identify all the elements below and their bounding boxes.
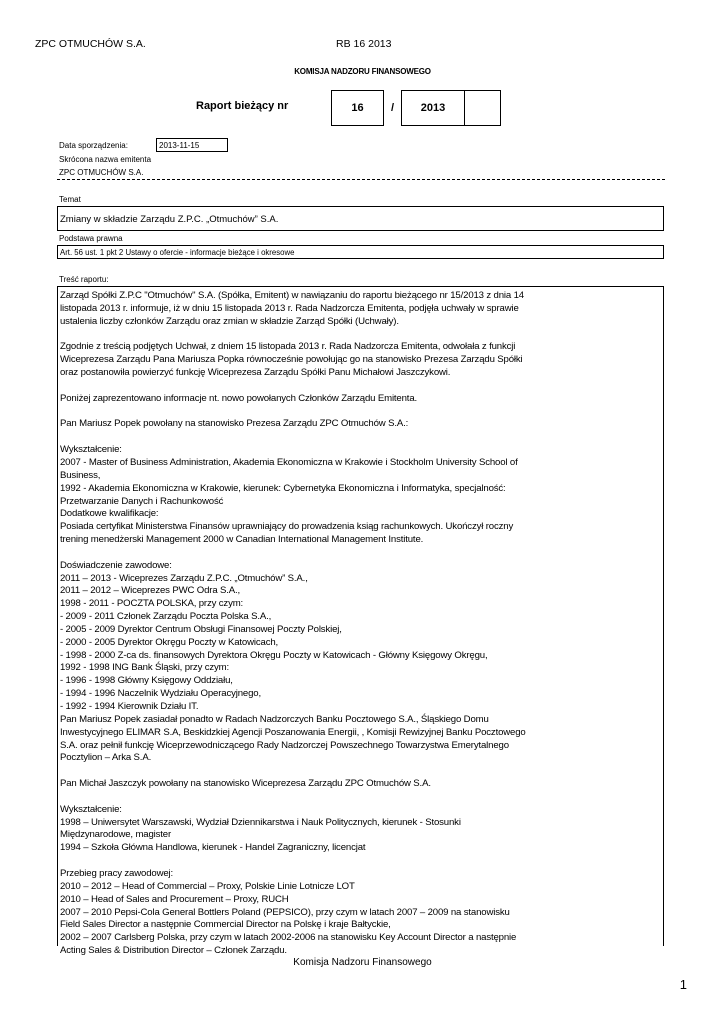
content-line: 2007 - Master of Business Administration, Akademia Ekonomiczna w Krakowie i Stockholm University School of xyxy=(60,456,518,468)
report-year-box xyxy=(401,90,465,126)
issuer-value: ZPC OTMUCHÓW S.A. xyxy=(59,168,144,177)
content-line: - 1998 - 2000 Z-ca ds. finansowych Dyrektora Okręgu Poczty w Katowicach - Główny Księgowy Okręgu, xyxy=(60,649,488,661)
content-blank-line xyxy=(60,406,663,419)
report-title: Raport bieżący nr xyxy=(196,100,289,112)
content-line: Acting Sales & Distribution Director – Członek Zarządu. xyxy=(60,945,287,957)
content-line: Inwestycyjnego ELIMAR S.A, Beskidzkiej Agencji Poszanowania Energii, , Komisji Rewizyjnej Banku Pocztowego xyxy=(60,726,526,738)
content-line: Field Sales Director a następnie Commercial Director na Polskę i kraje Bałtyckie, xyxy=(60,919,391,931)
content-line: Dodatkowe kwalifikacje: xyxy=(60,508,159,520)
content-line: 2011 – 2013 - Wiceprezes Zarządu Z.P.C. „Otmuchów” S.A., xyxy=(60,572,308,584)
page-number: 1 xyxy=(679,977,687,992)
content-line: Przetwarzanie Danych i Rachunkowość xyxy=(60,495,224,507)
date-label: Data sporządzenia: xyxy=(59,141,128,150)
legal-basis-value: Art. 56 ust. 1 pkt 2 Ustawy o ofercie - informacje bieżące i okresowe xyxy=(60,248,295,257)
content-line: 1998 - 2011 - POCZTA POLSKA, przy czym: xyxy=(60,598,244,610)
subject-value: Zmiany w składzie Zarządu Z.P.C. „Otmuchów” S.A. xyxy=(60,214,279,225)
report-separator xyxy=(384,90,401,126)
content-line: Doświadczenie zawodowe: xyxy=(60,559,172,571)
report-number-box xyxy=(331,90,384,126)
report-content xyxy=(57,286,664,957)
content-line: Wiceprezesa Zarządu Pana Mariusza Popka równocześnie powołując go na stanowisko Prezesa Zarządu Spółki xyxy=(60,354,523,366)
content-line: ustalenia liczby członków Zarządu oraz zmian w składzie Zarząd Spółki (Uchwały). xyxy=(60,315,399,327)
content-blank-line xyxy=(60,855,663,868)
content-line: Pocztylion – Arka S.A. xyxy=(60,752,152,764)
content-line: 2007 – 2010 Pepsi-Cola General Bottlers Poland (PEPSICO), przy czym w latach 2007 – 2009 na stanowisku xyxy=(60,906,510,918)
content-line: 1998 – Uniwersytet Warszawski, Wydział Dziennikarstwa i Nauk Politycznych, kierunek - Stosunki xyxy=(60,816,461,828)
issuer-label: Skrócona nazwa emitenta xyxy=(59,155,152,164)
content-line: listopada 2013 r. informuje, iż w dniu 15 listopada 2013 r. Rada Nadzorcza Emitenta, podjęła uchwały w sprawie xyxy=(60,302,519,314)
commission-title: KOMISJA NADZORU FINANSOWEGO xyxy=(294,67,431,76)
separator-line xyxy=(57,179,665,180)
content-blank-line xyxy=(60,791,663,804)
content-line: 2011 – 2012 – Wiceprezes PWC Odra S.A., xyxy=(60,585,241,597)
content-line: 1994 – Szkoła Główna Handlowa, kierunek - Handel Zagraniczny, licencjat xyxy=(60,842,366,854)
subject-label: Temat xyxy=(59,195,81,204)
content-line: Poniżej zaprezentowano informacje nt. nowo powołanych Członków Zarządu Emitenta. xyxy=(60,392,418,404)
legal-basis-label: Podstawa prawna xyxy=(59,234,123,243)
content-line: Zarząd Spółki Z.P.C "Otmuchów" S.A. (Spółka, Emitent) w nawiązaniu do raportu bieżącego nr 15/2013 z dnia 14 xyxy=(60,290,524,301)
content-line: Pan Mariusz Popek powołany na stanowisko Prezesa Zarządu ZPC Otmuchów S.A.: xyxy=(60,418,409,430)
content-line: - 2009 - 2011 Członek Zarządu Poczta Polska S.A., xyxy=(60,611,272,623)
content-line: Przebieg pracy zawodowej: xyxy=(60,867,174,879)
content-line: Business, xyxy=(60,469,101,481)
content-line: - 2005 - 2009 Dyrektor Centrum Obsługi Finansowej Poczty Polskiej, xyxy=(60,623,342,635)
content-line: - 1992 - 1994 Kierownik Działu IT. xyxy=(60,701,199,712)
content-line: trening menedżerski Management 2000 w Canadian International Management Institute. xyxy=(60,534,424,546)
content-label: Treść raportu: xyxy=(59,275,109,284)
content-line: Wykształcenie: xyxy=(60,803,122,815)
report-separator-text: / xyxy=(390,102,395,114)
content-line: Posiada certyfikat Ministerstwa Finansów uprawniający do prowadzenia ksiąg rachunkowych. Ukończył roczny xyxy=(60,521,514,533)
content-blank-line xyxy=(60,380,663,393)
legal-basis-field xyxy=(57,245,664,259)
date-field xyxy=(156,138,228,152)
content-blank-line xyxy=(60,765,663,778)
content-line: Wykształcenie: xyxy=(60,444,122,456)
content-line: 2010 – Head of Sales and Procurement – Proxy, RUCH xyxy=(60,893,289,905)
content-line: - 1994 - 1996 Naczelnik Wydziału Operacyjnego, xyxy=(60,688,261,700)
content-line: Międzynarodowe, magister xyxy=(60,829,172,841)
content-line: Pan Mariusz Popek zasiadał ponadto w Radach Nadzorczych Banku Pocztowego S.A., Śląskiego Domu xyxy=(60,713,489,725)
content-line: S.A. oraz pełnił funkcję Wiceprzewodniczącego Rady Nadzorczej Powszechnego Towarzystwa Emerytalnego xyxy=(60,739,509,751)
content-line: oraz postanowiła powierzyć funkcję Wiceprezesa Zarządu Spółki Panu Michałowi Jaszczykowi. xyxy=(60,367,451,379)
report-year: 2013 xyxy=(420,102,446,114)
subject-field xyxy=(57,206,664,231)
content-line: - 2000 - 2005 Dyrektor Okręgu Poczty w Katowicach, xyxy=(60,636,279,648)
report-number: 16 xyxy=(351,102,364,114)
header-report-ref: RB 16 2013 xyxy=(336,38,392,50)
content-line: Pan Michał Jaszczyk powołany na stanowisko Wiceprezesa Zarządu ZPC Otmuchów S.A. xyxy=(60,778,431,790)
content-line: 2010 – 2012 – Head of Commercial – Proxy, Polskie Linie Lotnicze LOT xyxy=(60,880,355,892)
content-blank-line xyxy=(60,547,663,560)
report-extra-box xyxy=(464,90,501,126)
content-line: Zgodnie z treścią podjętych Uchwał, z dniem 15 listopada 2013 r. Rada Nadzorcza Emitenta, odwołała z funkcji xyxy=(60,341,516,353)
content-blank-line xyxy=(60,329,663,342)
content-line: 1992 - 1998 ING Bank Śląski, przy czym: xyxy=(60,662,230,674)
content-line: 2002 – 2007 Carlsberg Polska, przy czym w latach 2002-2006 na stanowisku Key Account Director a następnie xyxy=(60,932,517,944)
content-blank-line xyxy=(60,431,663,444)
header-company: ZPC OTMUCHÓW S.A. xyxy=(35,38,146,50)
date-value: 2013-11-15 xyxy=(159,141,200,150)
content-line: - 1996 - 1998 Główny Księgowy Oddziału, xyxy=(60,675,233,687)
footer-text: Komisja Nadzoru Finansowego xyxy=(293,957,432,968)
content-line: 1992 - Akademia Ekonomiczna w Krakowie, kierunek: Cybernetyka Ekonomiczna i Informatyka, specjalność: xyxy=(60,482,506,494)
